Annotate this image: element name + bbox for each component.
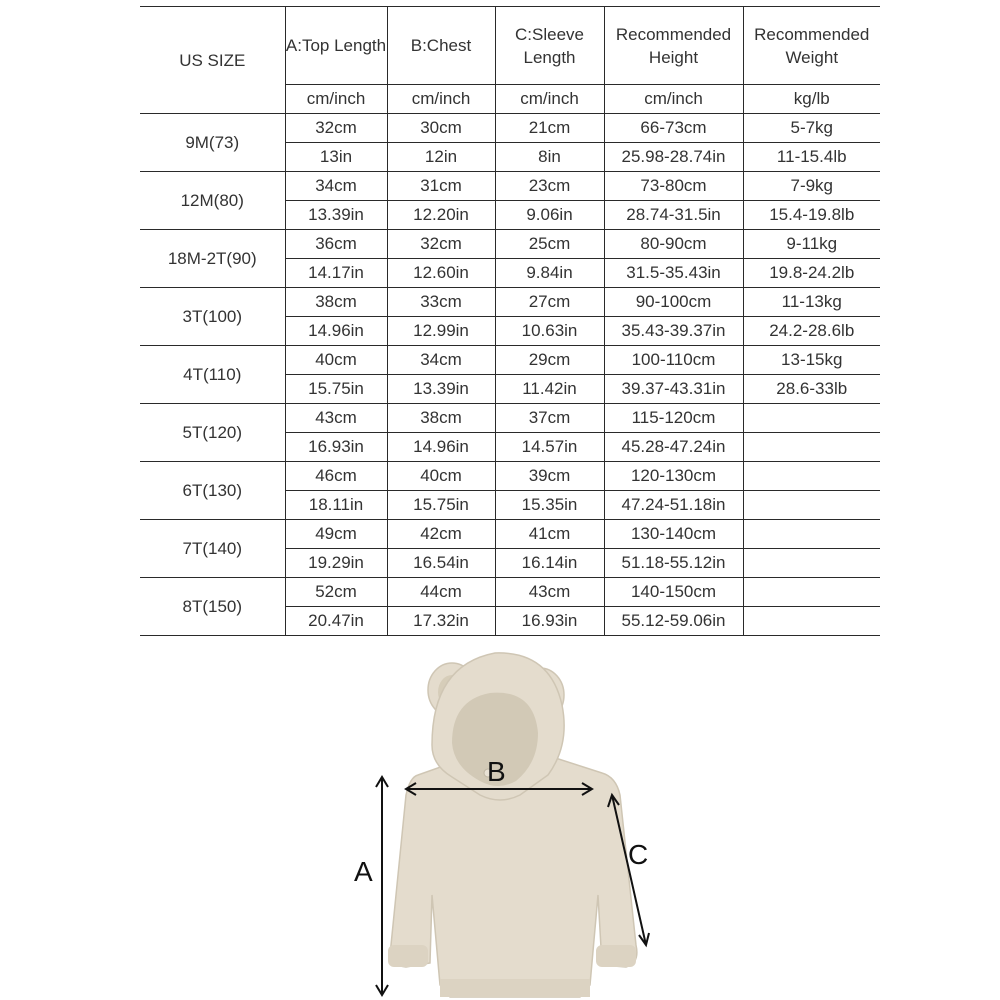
measurement-cell-inch: 15.75in (387, 491, 495, 520)
size-cell: 18M-2T(90) (140, 230, 285, 288)
measurement-cell-cm (743, 520, 880, 549)
table-row (140, 462, 880, 491)
header-us-size: US SIZE (140, 7, 285, 114)
header-row (140, 7, 880, 85)
header-recommended-height: Recommended Height (604, 7, 743, 85)
left-cuff (388, 945, 428, 967)
measurement-cell-cm: 44cm (387, 578, 495, 607)
measurement-cell-cm: 140-150cm (604, 578, 743, 607)
header-recommended-weight: Recommended Weight (743, 7, 880, 85)
table-row (140, 520, 880, 549)
measurement-cell-cm: 5-7kg (743, 114, 880, 143)
table-row (140, 172, 880, 201)
hoodie-diagram (340, 645, 680, 1000)
hoodie-illustration (340, 645, 680, 1000)
dimension-label-b: B (487, 756, 506, 787)
size-cell: 12M(80) (140, 172, 285, 230)
measurement-cell-inch: 14.57in (495, 433, 604, 462)
hem-band (440, 979, 590, 997)
measurement-cell-inch: 16.93in (285, 433, 387, 462)
measurement-cell-inch: 11-15.4lb (743, 143, 880, 172)
size-cell: 9M(73) (140, 114, 285, 172)
measurement-cell-cm: 130-140cm (604, 520, 743, 549)
measurement-cell-cm: 32cm (387, 230, 495, 259)
size-chart-table (140, 6, 880, 636)
unit-cell: cm/inch (387, 85, 495, 114)
measurement-cell-inch: 35.43-39.37in (604, 317, 743, 346)
measurement-cell-inch: 28.6-33lb (743, 375, 880, 404)
measurement-cell-inch: 12.60in (387, 259, 495, 288)
measurement-cell-inch (743, 491, 880, 520)
measurement-cell-cm: 40cm (285, 346, 387, 375)
measurement-cell-inch: 14.96in (387, 433, 495, 462)
unit-cell: kg/lb (743, 85, 880, 114)
measurement-cell-inch: 15.4-19.8lb (743, 201, 880, 230)
arrow-a (376, 777, 388, 995)
measurement-cell-inch: 51.18-55.12in (604, 549, 743, 578)
measurement-cell-inch: 55.12-59.06in (604, 607, 743, 636)
measurement-cell-inch (743, 433, 880, 462)
measurement-cell-inch: 13.39in (387, 375, 495, 404)
table-row (140, 230, 880, 259)
size-cell: 3T(100) (140, 288, 285, 346)
measurement-cell-cm: 43cm (495, 578, 604, 607)
measurement-cell-inch: 13.39in (285, 201, 387, 230)
size-cell: 5T(120) (140, 404, 285, 462)
measurement-cell-cm: 46cm (285, 462, 387, 491)
table-row (140, 404, 880, 433)
table-row (140, 288, 880, 317)
size-table-body (140, 114, 880, 636)
measurement-cell-cm: 11-13kg (743, 288, 880, 317)
size-cell: 8T(150) (140, 578, 285, 636)
measurement-cell-cm: 30cm (387, 114, 495, 143)
measurement-cell-cm: 33cm (387, 288, 495, 317)
size-cell: 7T(140) (140, 520, 285, 578)
measurement-cell-cm: 9-11kg (743, 230, 880, 259)
measurement-cell-cm (743, 578, 880, 607)
measurement-cell-cm (743, 462, 880, 491)
measurement-cell-cm: 41cm (495, 520, 604, 549)
header-top-length: A:Top Length (285, 7, 387, 85)
measurement-cell-inch: 12.99in (387, 317, 495, 346)
size-cell: 6T(130) (140, 462, 285, 520)
measurement-cell-cm: 31cm (387, 172, 495, 201)
unit-cell: cm/inch (285, 85, 387, 114)
measurement-cell-cm: 25cm (495, 230, 604, 259)
measurement-cell-inch: 39.37-43.31in (604, 375, 743, 404)
measurement-cell-cm: 43cm (285, 404, 387, 433)
measurement-cell-inch: 8in (495, 143, 604, 172)
right-cuff (596, 945, 636, 967)
measurement-cell-cm: 100-110cm (604, 346, 743, 375)
measurement-cell-cm: 39cm (495, 462, 604, 491)
table-row (140, 346, 880, 375)
measurement-cell-inch: 16.93in (495, 607, 604, 636)
measurement-cell-inch: 14.96in (285, 317, 387, 346)
measurement-cell-cm: 115-120cm (604, 404, 743, 433)
measurement-cell-inch: 11.42in (495, 375, 604, 404)
measurement-cell-inch: 28.74-31.5in (604, 201, 743, 230)
measurement-cell-cm: 13-15kg (743, 346, 880, 375)
measurement-cell-inch: 9.06in (495, 201, 604, 230)
header-sleeve-length: C:Sleeve Length (495, 7, 604, 85)
measurement-cell-inch: 9.84in (495, 259, 604, 288)
measurement-cell-inch: 14.17in (285, 259, 387, 288)
measurement-cell-cm: 38cm (387, 404, 495, 433)
measurement-cell-cm: 40cm (387, 462, 495, 491)
measurement-cell-inch (743, 607, 880, 636)
measurement-cell-cm: 42cm (387, 520, 495, 549)
measurement-cell-inch: 15.75in (285, 375, 387, 404)
measurement-cell-cm (743, 404, 880, 433)
measurement-cell-inch: 13in (285, 143, 387, 172)
measurement-cell-cm: 120-130cm (604, 462, 743, 491)
measurement-cell-inch: 20.47in (285, 607, 387, 636)
unit-cell: cm/inch (495, 85, 604, 114)
dimension-label-a: A (354, 856, 373, 887)
measurement-cell-cm: 49cm (285, 520, 387, 549)
measurement-cell-inch: 45.28-47.24in (604, 433, 743, 462)
table-row (140, 578, 880, 607)
measurement-cell-cm: 80-90cm (604, 230, 743, 259)
measurement-cell-inch: 17.32in (387, 607, 495, 636)
measurement-cell-cm: 38cm (285, 288, 387, 317)
measurement-cell-inch: 16.14in (495, 549, 604, 578)
measurement-cell-cm: 37cm (495, 404, 604, 433)
table-row (140, 114, 880, 143)
measurement-cell-inch: 12in (387, 143, 495, 172)
measurement-cell-inch (743, 549, 880, 578)
measurement-cell-inch: 10.63in (495, 317, 604, 346)
unit-cell: cm/inch (604, 85, 743, 114)
measurement-cell-inch: 18.11in (285, 491, 387, 520)
measurement-cell-cm: 66-73cm (604, 114, 743, 143)
measurement-cell-cm: 34cm (387, 346, 495, 375)
measurement-cell-cm: 52cm (285, 578, 387, 607)
measurement-cell-cm: 27cm (495, 288, 604, 317)
dimension-label-c: C (628, 839, 649, 870)
measurement-cell-cm: 23cm (495, 172, 604, 201)
measurement-cell-cm: 21cm (495, 114, 604, 143)
measurement-cell-inch: 19.8-24.2lb (743, 259, 880, 288)
measurement-cell-cm: 34cm (285, 172, 387, 201)
measurement-cell-inch: 16.54in (387, 549, 495, 578)
measurement-cell-inch: 15.35in (495, 491, 604, 520)
measurement-cell-cm: 29cm (495, 346, 604, 375)
header-chest: B:Chest (387, 7, 495, 85)
measurement-cell-inch: 12.20in (387, 201, 495, 230)
measurement-cell-inch: 47.24-51.18in (604, 491, 743, 520)
measurement-cell-inch: 31.5-35.43in (604, 259, 743, 288)
measurement-cell-cm: 36cm (285, 230, 387, 259)
measurement-cell-cm: 32cm (285, 114, 387, 143)
measurement-cell-cm: 90-100cm (604, 288, 743, 317)
measurement-cell-cm: 7-9kg (743, 172, 880, 201)
measurement-cell-inch: 24.2-28.6lb (743, 317, 880, 346)
measurement-cell-inch: 25.98-28.74in (604, 143, 743, 172)
measurement-cell-cm: 73-80cm (604, 172, 743, 201)
size-cell: 4T(110) (140, 346, 285, 404)
measurement-cell-inch: 19.29in (285, 549, 387, 578)
